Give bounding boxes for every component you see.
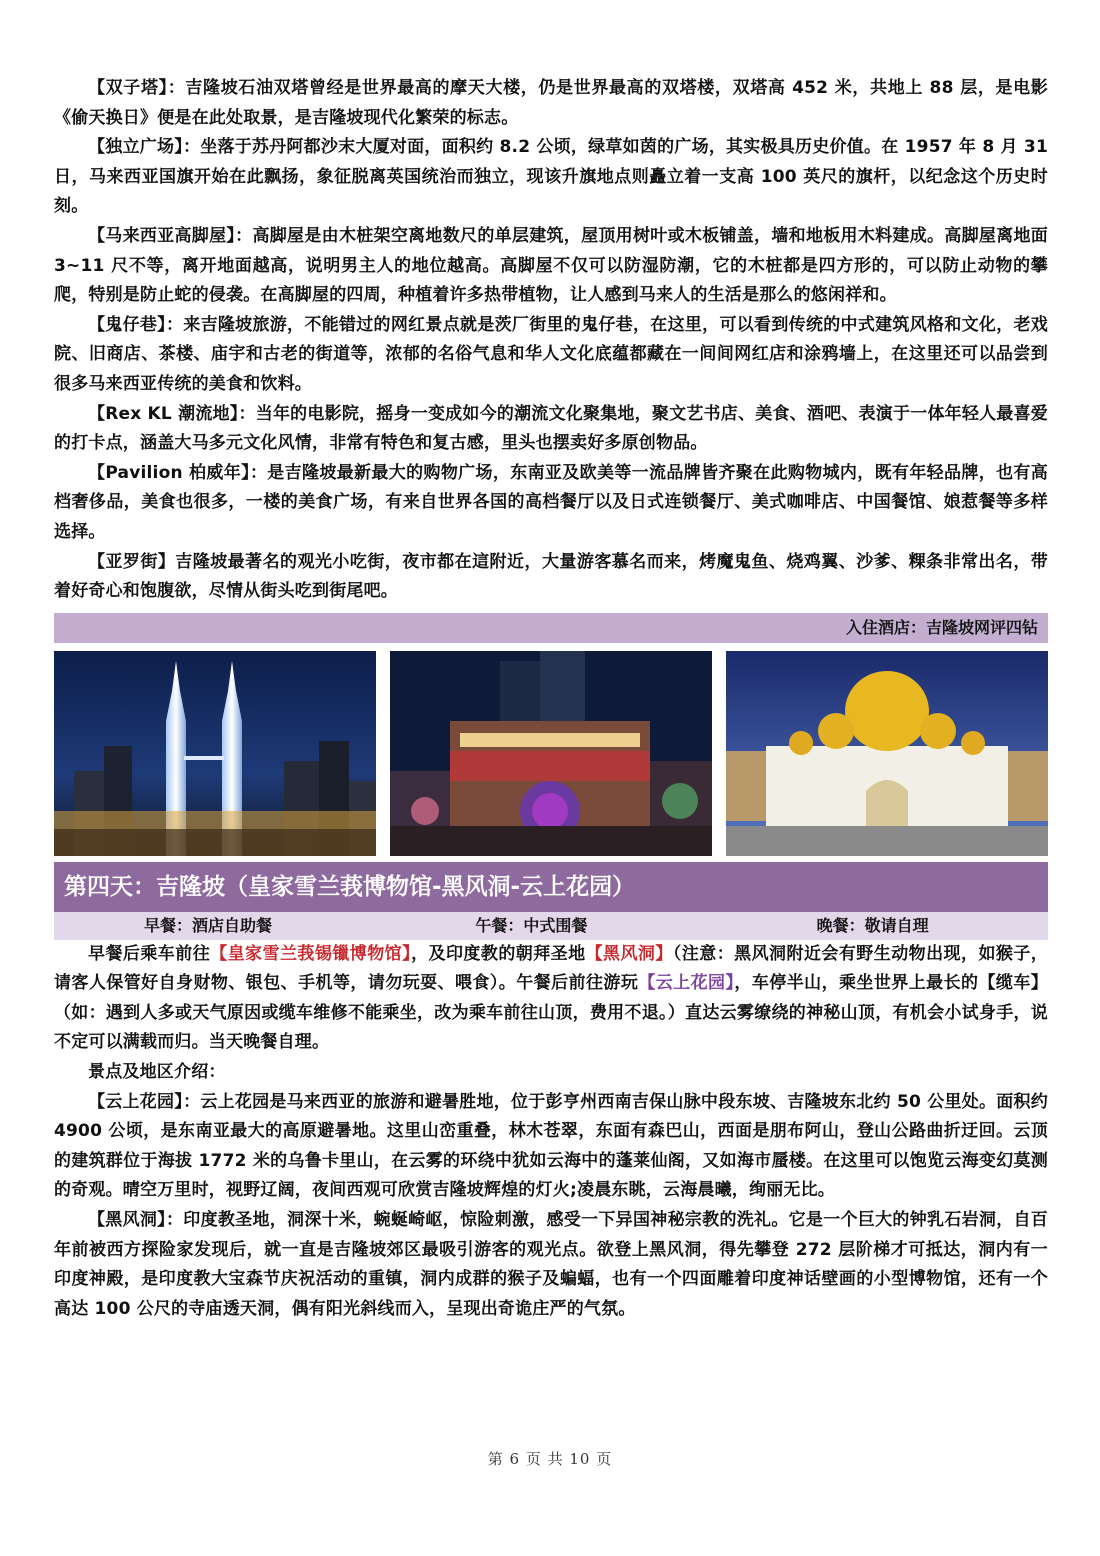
intro-text-3: （注意：黑风洞附近会有野生动物出现，如猴子，请客人保管好自身财物、银包、手机等，请勿玩耍、喂食）。午餐后前往游玩	[54, 943, 1049, 994]
page-content	[54, 74, 1048, 1324]
dinner-label: 晚餐：敬请自理	[816, 915, 929, 935]
twin-towers-photo	[54, 651, 376, 856]
intro-text-4: ，车停半山，乘坐世界上最长的【缆车】（如：遇到人多或天气原因或缆车维修不能乘坐，改为乘车前往山顶，费用不退。）直达云雾缭绕的神秘山顶，有机会小试身手，说不定可以满载而归。当天晚餐自理。	[54, 973, 1048, 1053]
genting-highlight: 【云上花园】	[638, 973, 735, 994]
pavilion-paragraph: 【Pavilion 柏威年】：是吉隆坡最新最大的购物广场，东南亚及欧美等一流品牌皆齐聚在此购物城内，既有年轻品牌，也有高档奢侈品，美食也很多，一楼的美食广场，有来自世界各国的高档餐厅以及日式连锁餐厅、美式咖啡店、中国餐馆、娘惹餐等多样选择。	[54, 462, 1048, 542]
meals-bar	[54, 912, 1048, 940]
jalan-alor-paragraph: 【亚罗街】吉隆坡最著名的观光小吃街，夜市都在這附近，大量游客慕名而来，烤魔鬼鱼、烧鸡翼、沙爹、粿条非常出名，带着好奇心和饱腹欲，尽情从街头吃到街尾吧。	[54, 551, 1048, 602]
day-intro-paragraph	[54, 940, 1048, 1058]
twin-towers-paragraph: 【双子塔】：吉隆坡石油双塔曾经是世界最高的摩天大楼，仍是世界最高的双塔楼，双塔高 452 米，共地上 88 层，是电影《偷天换日》便是在此处取景，是吉隆坡现代化繁荣的标志。	[54, 78, 1048, 128]
batu-caves-highlight: 【黑风洞】	[585, 943, 673, 964]
hotel-bar	[54, 613, 1048, 643]
photo-row	[54, 651, 1048, 856]
selangor-pewter-highlight: 【皇家雪兰莪锡镴博物馆】	[210, 943, 412, 964]
lunch-label: 午餐：中式围餐	[475, 915, 588, 935]
batu-caves-paragraph: 【黑风洞】：印度教圣地，洞深十米，蜿蜒崎岖，惊险刺激，感受一下异国神秘宗教的洗礼。它是一个巨大的钟乳石岩洞，自百年前被西方探险家发现后，就一直是吉隆坡郊区最吸引游客的观光点。欲登上黑风洞，得先攀登 272 层阶梯才可抵达，洞内有一印度神殿，是印度教大宝森节庆祝活动的重镇，洞内成群的猴子及蝙蝠，也有一个四面雕着印度神话壁画的小型博物馆，还有一个高达 100 公尺的寺庙透天洞，偶有阳光斜线而入，呈现出奇诡庄严的气氛。	[54, 1210, 1048, 1319]
day-title-bar	[54, 862, 1048, 912]
royal-museum-photo	[726, 651, 1048, 856]
section-label: 景点及地区介绍：	[88, 1062, 226, 1083]
intro-text-1: 早餐后乘车前往	[88, 943, 211, 964]
hotel-label: 入住酒店：吉隆坡网评四钻	[845, 617, 1038, 637]
rex-kl-paragraph: 【Rex KL 潮流地】：当年的电影院，摇身一变成如今的潮流文化聚集地，聚文艺书店、美食、酒吧、表演于一体年轻人最喜爱的打卡点，涵盖大马多元文化风情，非常有特色和复古感，里头也摆卖好多原创物品。	[54, 403, 1048, 454]
page-footer: 第 6 页 共 10 页	[487, 1450, 613, 1468]
day-title: 第四天：吉隆坡（皇家雪兰莪博物馆-黑风洞-云上花园）	[64, 873, 636, 900]
genting-paragraph: 【云上花园】：云上花园是马来西亚的旅游和避暑胜地，位于彭亨州西南吉保山脉中段东坡、吉隆坡东北约 50 公里处。面积约 4900 公顷，是东南亚最大的高原避暑地。这里山峦重叠，林木苍翠，东面有森巴山，西面是朋布阿山，登山公路曲折迂回。云顶的建筑群位于海拔 1772 米的乌鲁卡里山，在云雾的环绕中犹如云海中的蓬莱仙阁，又如海市蜃楼。在这里可以饱览云海变幻莫测的奇观。晴空万里时，视野辽阔，夜间西观可欣赏吉隆坡辉煌的灯火;凌晨东眺，云海晨曦，绚丽无比。	[54, 1091, 1048, 1201]
pavilion-mall-photo	[390, 651, 712, 856]
merdeka-square-paragraph: 【独立广场】：坐落于苏丹阿都沙末大厦对面，面积约 8.2 公顷，绿草如茵的广场，其实极具历史价值。在 1957 年 8 月 31 日，马来西亚国旗开始在此飘扬，象征脱离英国统治而独立，现该升旗地点则矗立着一支高 100 英尺的旗杆，以纪念这个历史时刻。	[54, 137, 1048, 217]
intro-text-2: ，及印度教的朝拜圣地	[411, 943, 586, 964]
kwai-chai-hong-paragraph: 【鬼仔巷】：来吉隆坡旅游，不能错过的网红景点就是茨厂街里的鬼仔巷，在这里，可以看到传统的中式建筑风格和文化，老戏院、旧商店、茶楼、庙宇和古老的街道等，浓郁的名俗气息和华人文化底蕴都藏在一间间网红店和涂鸦墙上，在这里还可以品尝到很多马来西亚传统的美食和饮料。	[54, 314, 1048, 394]
stilt-house-paragraph: 【马来西亚高脚屋】：高脚屋是由木桩架空离地数尺的单层建筑，屋顶用树叶或木板铺盖，墙和地板用木料建成。高脚屋离地面 3~11 尺不等，离开地面越高，说明男主人的地位越高。高脚屋不仅可以防湿防潮，它的木桩都是四方形的，可以防止动物的攀爬，特别是防止蛇的侵袭。在高脚屋的四周，种植着许多热带植物，让人感到马来人的生活是那么的悠闲祥和。	[54, 225, 1048, 306]
breakfast-label: 早餐：酒店自助餐	[144, 915, 273, 935]
